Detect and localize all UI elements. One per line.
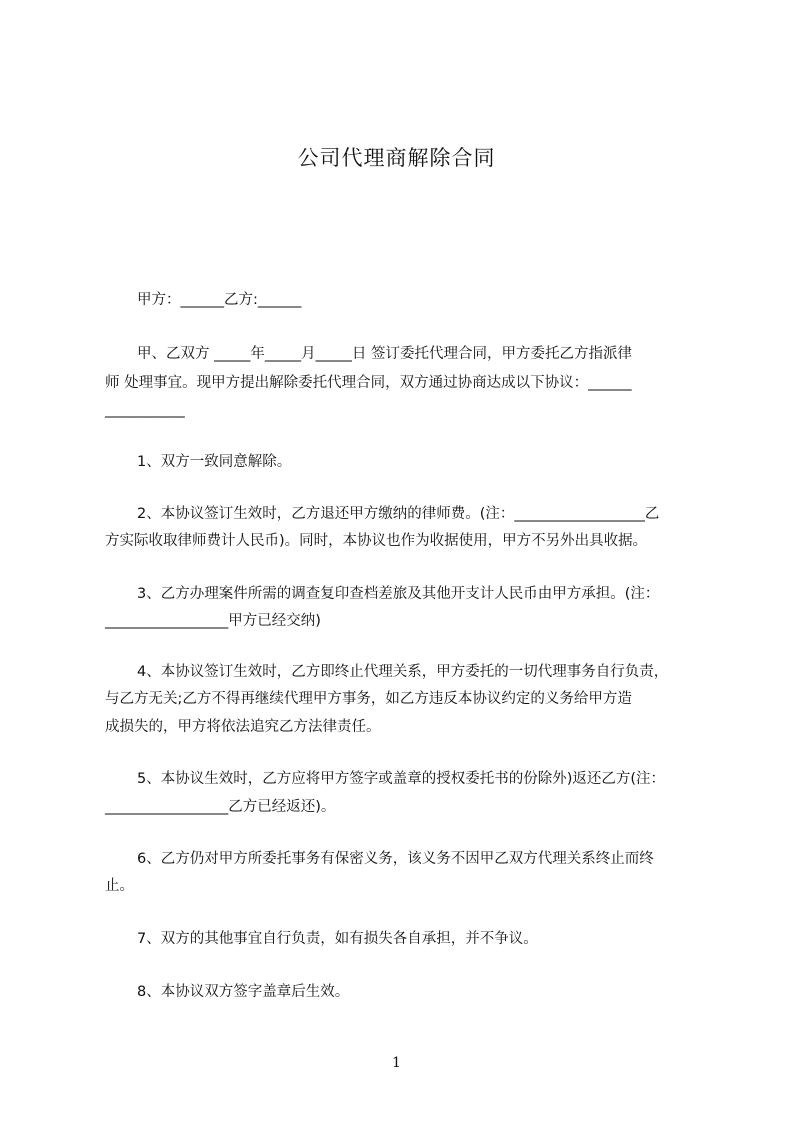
clause-7-line-1: 7、双方的其他事宜自行负责，如有损失各自承担，并不争议。 [137,931,538,947]
intro-line-3: ___________ [105,402,185,418]
clause-4-line-1: 4、本协议签订生效时，乙方即终止代理关系，甲方委托的一切代理事务自行负责， [137,664,669,680]
clause-8-line-1: 8、本协议双方签字盖章后生效。 [137,984,350,1000]
parties-line: 甲方：______乙方:______ [137,292,302,308]
clause-5-line-1: 5、本协议生效时，乙方应将甲方签字或盖章的授权委托书的份除外)返还乙方(注： [137,771,666,787]
clause-1-line-1: 1、双方一致同意解除。 [137,454,292,470]
document-title: 公司代理商解除合同 [297,146,496,170]
intro-line-1: 甲、乙双方 _____年_____月_____日 签订委托代理合同，甲方委托乙方指派律 [137,346,632,362]
clause-5-line-2: _________________乙方已经返还)。 [105,799,336,815]
clause-6-line-2: 止。 [105,878,134,894]
clause-2-line-1: 2、本协议签订生效时，乙方退还甲方缴纳的律师费。(注：__________________乙 [137,506,660,522]
clause-2-line-2: 方实际收取律师费计人民币)。同时，本协议也作为收据使用，甲方不另外出具收据。 [105,533,648,549]
clause-6-line-1: 6、乙方仍对甲方所委托事务有保密义务，该义务不因甲乙双方代理关系终止而终 [137,851,654,867]
clause-4-line-3: 成损失的，甲方将依法追究乙方法律责任。 [105,719,381,735]
page-number: 1 [392,1055,401,1071]
clause-3-line-2: _________________甲方已经交纳) [105,613,321,629]
clause-3-line-1: 3、乙方办理案件所需的调查复印查档差旅及其他开支计人民币由甲方承担。(注： [137,586,660,602]
intro-line-2: 师 处理事宜。现甲方提出解除委托代理合同，双方通过协商达成以下协议：______ [105,375,632,391]
clause-4-line-2: 与乙方无关;乙方不得再继续代理甲方事务，如乙方违反本协议约定的义务给甲方造 [105,691,632,707]
